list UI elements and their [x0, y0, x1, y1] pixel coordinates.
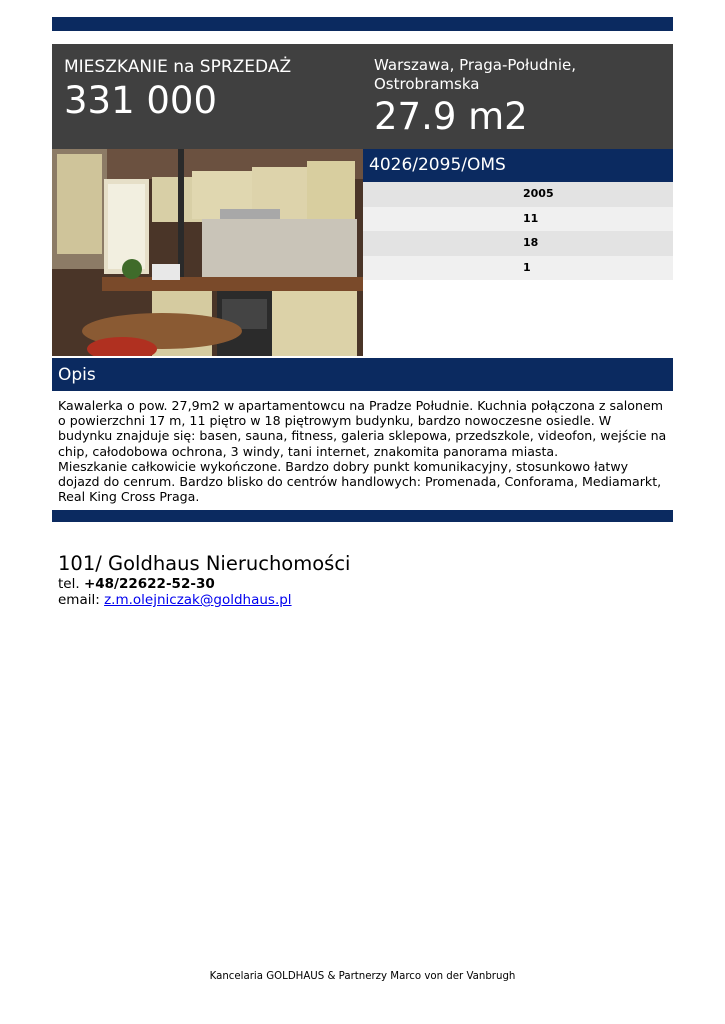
reference-number-bar: [363, 149, 673, 182]
listing-header: [52, 44, 673, 149]
phone-label: tel.: [58, 576, 80, 592]
property-photo: [52, 149, 363, 356]
details-table: [363, 182, 673, 280]
offer-type: MIESZKANIE na SPRZEDAŻ: [64, 57, 292, 77]
description-heading-bar: [52, 358, 673, 391]
email-link[interactable]: z.m.olejniczak@goldhaus.pl: [104, 592, 292, 608]
details-value: 18: [523, 236, 539, 249]
description-paragraph: Kawalerka o pow. 27,9m2 w apartamentowcu na Pradze Południe. Kuchnia połączona z salonem o powierzchni 17 m, 11 piętro w 18 piętrowym budynku, bardzo nowoczesne osiedle. W budynku znajduje się: basen, sauna, fitness, galeria sklepowa, przedszkole, videofon, wejście na chip, całodobowa ochrona, 3 windy, tani internet, znakomita panorama miasta.: [58, 398, 667, 459]
bottom-bar: [52, 510, 673, 522]
phone-number: +48/22622-52-30: [83, 576, 215, 592]
kitchen-photo-image: [52, 149, 363, 356]
location: Warszawa, Praga-Południe, Ostrobramska: [374, 56, 577, 93]
email-line: [58, 592, 292, 608]
footer-text: Kancelaria GOLDHAUS & Partnerzy Marco von der Vanbrugh: [209, 971, 516, 982]
price: 331 000: [64, 79, 218, 122]
details-value: 1: [523, 260, 531, 274]
location-block: [374, 56, 664, 138]
agency-name: 101/ Goldhaus Nieruchomości: [58, 552, 351, 575]
description-heading: Opis: [58, 365, 96, 385]
details-row: [363, 182, 673, 207]
description-paragraph: Mieszkanie całkowicie wykończone. Bardzo dobry punkt komunikacyjny, stosunkowo łatwy dojazd do cenrum. Bardzo blisko do centrów handlowych: Promenada, Conforama, Mediamarkt, Real King Cross Praga.: [58, 458, 662, 505]
contact-block: [58, 576, 292, 608]
area: 27.9 m2: [374, 95, 528, 138]
phone-line: [58, 576, 292, 592]
email-label: email:: [58, 592, 100, 608]
price-block: [64, 56, 364, 122]
details-row: [363, 207, 673, 232]
reference-number: 4026/2095/OMS: [369, 155, 506, 175]
details-row: [363, 256, 673, 281]
description-text: [58, 398, 668, 504]
details-row: [363, 231, 673, 256]
top-bar: [52, 17, 673, 31]
details-value: 2005: [523, 187, 554, 200]
details-value: 11: [523, 211, 539, 225]
